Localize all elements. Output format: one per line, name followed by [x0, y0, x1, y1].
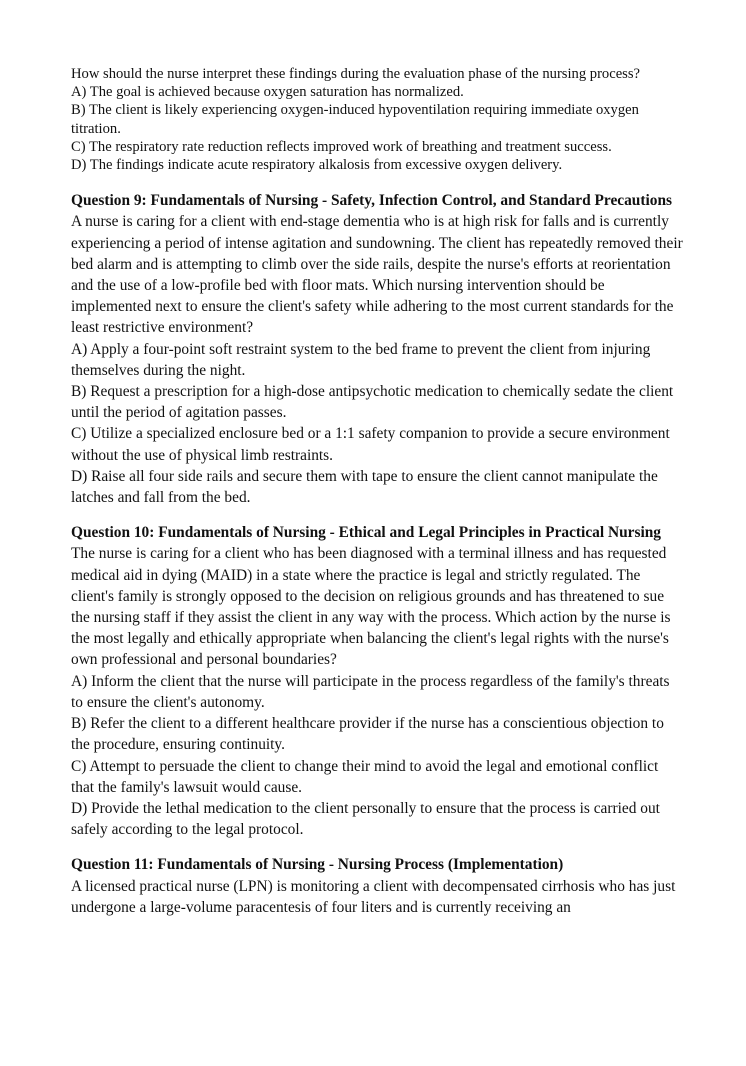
question-stem: A licensed practical nurse (LPN) is monitoring a client with decompensated cirrhosis who has just undergone a large-volume paracentesis of four liters and is currently receiving an [71, 877, 676, 916]
question-11 [71, 854, 683, 918]
question-9 [71, 190, 683, 508]
previous-question-continuation [71, 65, 683, 174]
question-title: Question 11: Fundamentals of Nursing - Nursing Process (Implementation) [71, 856, 564, 874]
question-stem: How should the nurse interpret these findings during the evaluation phase of the nursing process? [71, 66, 641, 82]
question-title: Question 9: Fundamentals of Nursing - Safety, Infection Control, and Standard Precautions [71, 192, 673, 210]
answer-option-d: D) Raise all four side rails and secure them with tape to ensure the client cannot manipulate the latches and fall from the bed. [71, 467, 658, 507]
question-stem: A nurse is caring for a client with end-stage dementia who is at high risk for falls and is currently experiencing a period of intense agitation and sundowning. The client has repeatedly removed their bed alarm and is attempting to climb over the side rails, despite the nurse's efforts at reorientation and the use of a low-profile bed with floor mats. Which nursing intervention should be implemented next to ensure the client's safety while adhering to the most current standards for the least restrictive environment? [71, 213, 683, 337]
question-stem: The nurse is caring for a client who has been diagnosed with a terminal illness and has requested medical aid in dying (MAID) in a state where the practice is legal and strictly regulated. The client's family is strongly opposed to the decision on religious grounds and has threatened to sue the nursing staff if they assist the client in any way with the process. Which action by the nurse is the most legally and ethically appropriate when balancing the client's legal rights with the nurse's own professional and personal boundaries? [71, 545, 671, 669]
question-10 [71, 522, 683, 840]
answer-option-a: A) Inform the client that the nurse will participate in the process regardless of the family's threats to ensure the client's autonomy. [71, 672, 670, 711]
answer-option-b: B) The client is likely experiencing oxygen-induced hypoventilation requiring immediate oxygen titration. [71, 102, 639, 137]
document-page [71, 65, 683, 918]
answer-option-c: C) Utilize a specialized enclosure bed or a 1:1 safety companion to provide a secure environment without the use of physical limb restraints. [71, 425, 670, 464]
answer-option-a: A) Apply a four-point soft restraint system to the bed frame to prevent the client from injuring themselves during the night. [71, 340, 651, 379]
answer-option-a: A) The goal is achieved because oxygen saturation has normalized. [71, 84, 464, 101]
answer-option-d: D) Provide the lethal medication to the client personally to ensure that the process is carried out safely according to the legal protocol. [71, 799, 660, 839]
question-title: Question 10: Fundamentals of Nursing - Ethical and Legal Principles in Practical Nursing [71, 524, 661, 542]
answer-option-b: B) Refer the client to a different healthcare provider if the nurse has a conscientious objection to the procedure, ensuring continuity. [71, 715, 664, 754]
answer-option-c: C) The respiratory rate reduction reflects improved work of breathing and treatment success. [71, 138, 612, 155]
answer-option-b: B) Request a prescription for a high-dose antipsychotic medication to chemically sedate the client until the period of agitation passes. [71, 383, 674, 422]
answer-option-d: D) The findings indicate acute respiratory alkalosis from excessive oxygen delivery. [71, 157, 563, 174]
answer-option-c: C) Attempt to persuade the client to change their mind to avoid the legal and emotional conflict that the family's lawsuit would cause. [71, 757, 659, 796]
